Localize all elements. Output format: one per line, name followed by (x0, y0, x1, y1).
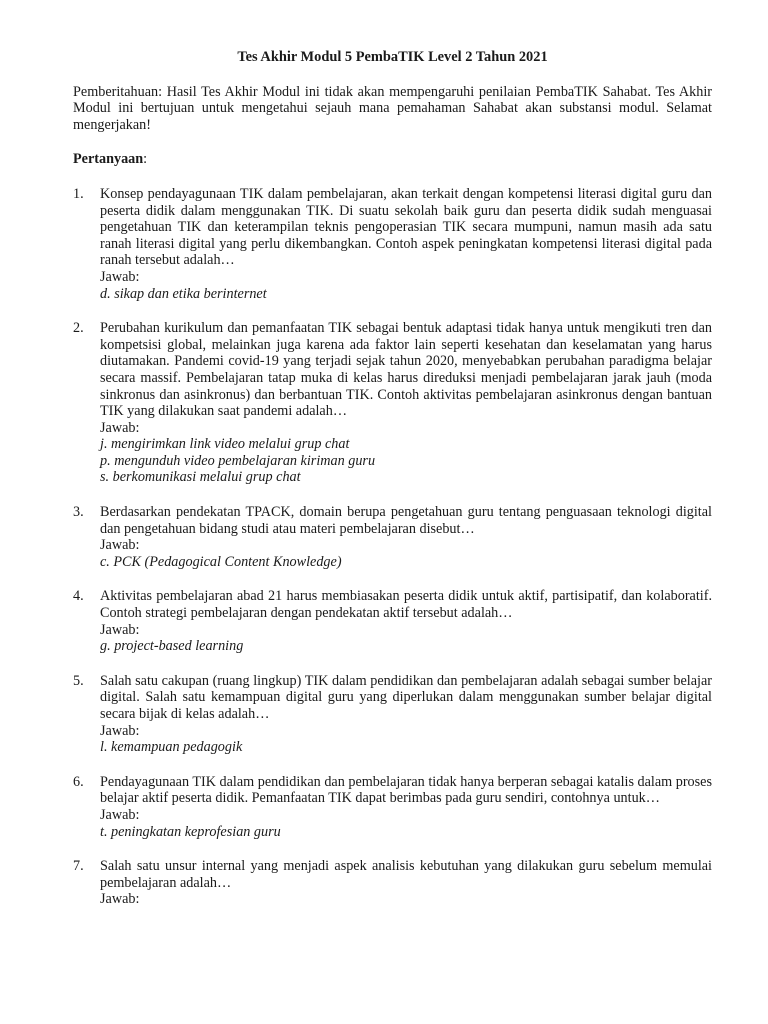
question-number: 7. (73, 858, 84, 875)
question-number: 5. (73, 672, 84, 689)
question-number: 1. (73, 185, 84, 202)
answer-label: Jawab: (100, 891, 140, 908)
question-text: Aktivitas pembelajaran abad 21 harus membiasakan peserta didik untuk aktif, partisipatif, dan kolaboratif. Contoh strategi pembelajaran dengan pendekatan aktif tersebut adalah… (100, 588, 712, 622)
answer-label: Jawab: (100, 537, 140, 554)
question-text: Pendayagunaan TIK dalam pendidikan dan pembelajaran tidak hanya berperan sebagai katalis dalam proses belajar aktif peserta didik. Pemanfaatan TIK dapat berimbas pada guru sendiri, contohnya untuk… (100, 773, 712, 807)
question-item-4 (73, 588, 712, 654)
question-number: 2. (73, 320, 84, 337)
answer-text: c. PCK (Pedagogical Content Knowledge) (100, 553, 342, 570)
document-title: Tes Akhir Modul 5 PembaTIK Level 2 Tahun 2021 (237, 49, 548, 65)
section-heading (73, 151, 712, 168)
question-text: Konsep pendayagunaan TIK dalam pembelajaran, akan terkait dengan kompetensi literasi digital guru dan peserta didik dalam menggunakan TIK. Di suatu sekolah baik guru dan peserta didik sudah menguasai pengetahuan TIK dan keterampilan teknis pengoperasian TIK secara mumpuni, namun masih ada satu ranah literasi digital yang perlu dikembangkan. Contoh aspek peningkatan kompetensi literasi digital pada ranah tersebut adalah… (100, 185, 712, 269)
answer-label: Jawab: (100, 268, 140, 285)
question-item-2 (73, 320, 712, 486)
answer-text: s. berkomunikasi melalui grup chat (100, 469, 301, 486)
question-text: Salah satu unsur internal yang menjadi aspek analisis kebutuhan yang dilakukan guru sebelum memulai pembelajaran adalah… (100, 858, 712, 891)
question-text: Berdasarkan pendekatan TPACK, domain berupa pengetahuan guru tentang penguasaan teknologi digital dan pengetahuan bidang studi atau materi pembelajaran disebut… (100, 504, 712, 537)
answer-label: Jawab: (100, 806, 140, 823)
question-item-3 (73, 504, 712, 570)
answer-label: Jawab: (100, 621, 140, 638)
answer-text: p. mengunduh video pembelajaran kiriman guru (100, 452, 376, 469)
question-item-6 (73, 774, 712, 840)
question-item-1 (73, 186, 712, 302)
question-item-7 (73, 858, 712, 908)
answer-text: j. mengirimkan link video melalui grup chat (100, 436, 350, 453)
answer-label: Jawab: (100, 419, 140, 436)
question-text: Perubahan kurikulum dan pemanfaatan TIK sebagai bentuk adaptasi tidak hanya untuk mengikuti tren dan kompetsisi global, melainkan juga karena ada faktor lain seperti kesehatan dan keselamatan yang harus diutamakan. Pandemi covid-19 yang terjadi sejak tahun 2020, menyebabkan perubahan paradigma belajar secara massif. Pembelajaran tatap muka di kelas harus direduksi menjadi pembelajaran jarak jauh (moda sinkronus dan asinkronus) dan berbantuan TIK. Contoh aktivitas pembelajaran asinkronus dengan bantuan TIK yang dilakukan saat pandemi adalah… (100, 320, 712, 420)
section-label-suffix: : (143, 151, 148, 168)
question-item-5 (73, 673, 712, 756)
question-number: 3. (73, 504, 84, 521)
question-text: Salah satu cakupan (ruang lingkup) TIK dalam pendidikan dan pembelajaran adalah sebagai sumber belajar digital. Salah satu kemampuan digital guru yang diperlukan dalam menggunakan sumber belajar digital secara bijak di kelas adalah… (100, 672, 712, 722)
question-number: 4. (73, 588, 84, 605)
question-number: 6. (73, 773, 84, 790)
notice-paragraph: Pemberitahuan: Hasil Tes Akhir Modul ini tidak akan mempengaruhi penilaian PembaTIK Sahabat. Tes Akhir Modul ini bertujuan untuk mengetahui sejauh mana pemahaman Sahabat akan substansi modul. Selamat mengerjakan! (73, 83, 712, 133)
answer-text: g. project-based learning (100, 638, 244, 655)
answer-label: Jawab: (100, 722, 140, 739)
section-label: Pertanyaan (73, 151, 144, 168)
answer-text: t. peningkatan keprofesian guru (100, 823, 281, 840)
question-list (73, 186, 712, 908)
answer-text: d. sikap dan etika berinternet (100, 285, 267, 302)
answer-text: l. kemampuan pedagogik (100, 739, 243, 756)
